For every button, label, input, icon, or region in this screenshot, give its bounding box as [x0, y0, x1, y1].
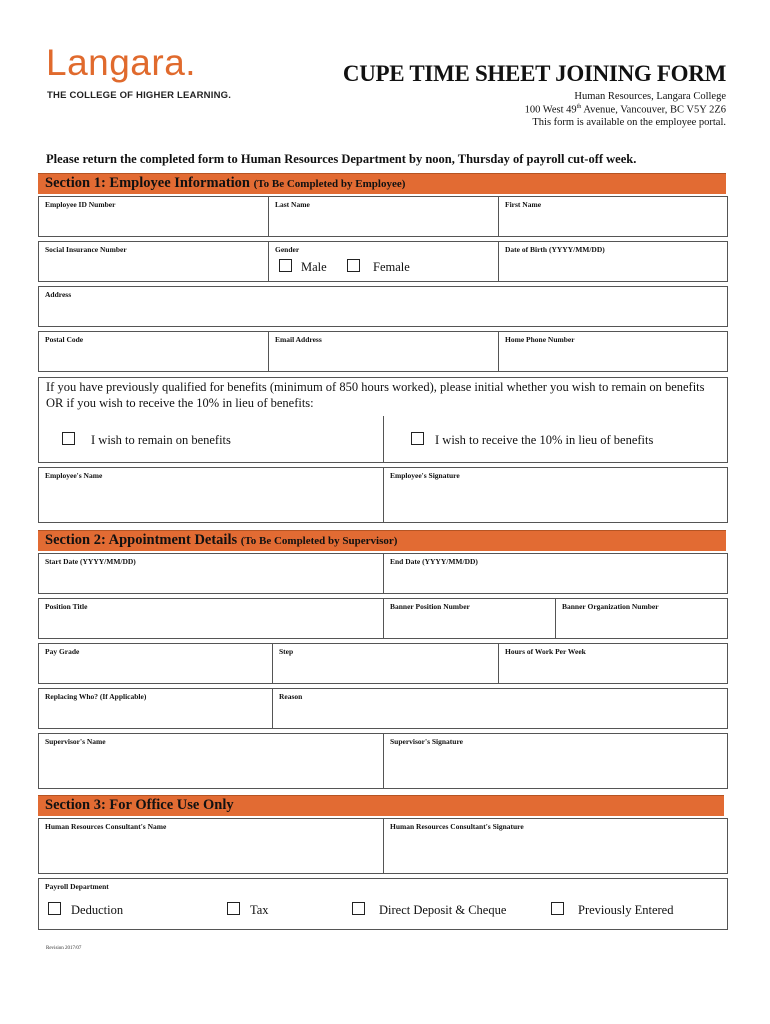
hr-row: [38, 818, 728, 874]
postal-code-field[interactable]: Postal Code: [45, 335, 84, 344]
revision-note: Revision 2017/07: [46, 946, 82, 951]
address-line-3: This form is available on the employee portal.: [532, 117, 726, 128]
hr-signature-field[interactable]: Human Resources Consultant's Signature: [390, 822, 524, 831]
pay-row: [38, 643, 728, 684]
employee-name-field[interactable]: Employee's Name: [45, 471, 103, 480]
reason-field[interactable]: Reason: [279, 692, 303, 701]
logo-tagline: THE COLLEGE OF HIGHER LEARNING.: [47, 90, 232, 101]
replacing-row: [38, 688, 728, 729]
remain-benefits-checkbox[interactable]: [62, 432, 75, 445]
lieu-benefits-label: I wish to receive the 10% in lieu of benefits: [435, 433, 654, 447]
address-line-1: Human Resources, Langara College: [574, 91, 726, 102]
address-street: 100 West 49: [524, 104, 577, 116]
male-label: Male: [301, 260, 327, 274]
replacing-field[interactable]: Replacing Who? (If Applicable): [45, 692, 147, 701]
section-1-header: [38, 173, 726, 194]
payroll-row: [38, 878, 728, 930]
instruction-text: Please return the completed form to Human Resources Department by noon, Thursday of payroll cut-off week.: [46, 152, 637, 166]
supervisor-row: [38, 733, 728, 789]
remain-benefits-label: I wish to remain on benefits: [91, 433, 231, 447]
direct-deposit-label: Direct Deposit & Cheque: [379, 903, 507, 917]
address-sup: th: [576, 104, 582, 110]
deduction-checkbox[interactable]: [48, 902, 61, 915]
end-date-field[interactable]: End Date (YYYY/MM/DD): [390, 557, 478, 566]
gender-label: Gender: [275, 245, 300, 254]
supervisor-signature-field[interactable]: Supervisor's Signature: [390, 737, 463, 746]
sin-field[interactable]: Social Insurance Number: [45, 245, 127, 254]
section-1-title: Section 1: Employee Information (To Be Completed by Employee): [45, 175, 406, 191]
male-checkbox[interactable]: [279, 259, 292, 272]
email-field[interactable]: Email Address: [275, 335, 322, 344]
pay-grade-field[interactable]: Pay Grade: [45, 647, 80, 656]
address-row: [38, 286, 728, 327]
employee-row-2: [38, 241, 728, 282]
position-row: [38, 598, 728, 639]
first-name-field[interactable]: First Name: [505, 200, 542, 209]
employee-id-field[interactable]: Employee ID Number: [45, 200, 116, 209]
phone-field[interactable]: Home Phone Number: [505, 335, 575, 344]
banner-org-field[interactable]: Banner Organization Number: [562, 602, 659, 611]
employee-row-1: [38, 196, 728, 237]
dob-field[interactable]: Date of Birth (YYYY/MM/DD): [505, 245, 605, 254]
direct-deposit-checkbox[interactable]: [352, 902, 365, 915]
form-title: CUPE TIME SHEET JOINING FORM: [342, 61, 726, 86]
last-name-field[interactable]: Last Name: [275, 200, 310, 209]
address-city: Avenue, Vancouver, BC V5Y 2Z6: [581, 104, 726, 116]
hr-name-field[interactable]: Human Resources Consultant's Name: [45, 822, 167, 831]
banner-position-field[interactable]: Banner Position Number: [390, 602, 470, 611]
position-title-field[interactable]: Position Title: [45, 602, 88, 611]
deduction-label: Deduction: [71, 903, 124, 917]
langara-logo: Langara.: [46, 42, 197, 83]
lieu-benefits-checkbox[interactable]: [411, 432, 424, 445]
employee-signature-field[interactable]: Employee's Signature: [390, 471, 460, 480]
female-checkbox[interactable]: [347, 259, 360, 272]
employee-row-4: [38, 331, 728, 372]
supervisor-name-field[interactable]: Supervisor's Name: [45, 737, 106, 746]
step-field[interactable]: Step: [279, 647, 294, 656]
previously-entered-label: Previously Entered: [578, 903, 674, 917]
section-2-header: [38, 530, 726, 551]
previously-entered-checkbox[interactable]: [551, 902, 564, 915]
start-date-field[interactable]: Start Date (YYYY/MM/DD): [45, 557, 136, 566]
section-2-title: Section 2: Appointment Details (To Be Completed by Supervisor): [45, 532, 398, 548]
address-line-2: [525, 104, 726, 116]
payroll-label: Payroll Department: [45, 882, 109, 891]
section-3-title: Section 3: For Office Use Only: [45, 797, 234, 813]
benefits-text: If you have previously qualified for benefits (minimum of 850 hours worked), please initial whether you wish to remain on benefits OR if you wish to receive the 10% in lieu of benefits:: [46, 380, 705, 410]
hours-field[interactable]: Hours of Work Per Week: [505, 647, 586, 656]
employee-sign-row: [38, 467, 728, 523]
tax-checkbox[interactable]: [227, 902, 240, 915]
tax-label: Tax: [250, 903, 269, 917]
female-label: Female: [373, 260, 410, 274]
dates-row: [38, 553, 728, 594]
benefits-box: [38, 377, 728, 463]
section-3-header: [38, 795, 724, 816]
address-field[interactable]: Address: [45, 290, 72, 299]
